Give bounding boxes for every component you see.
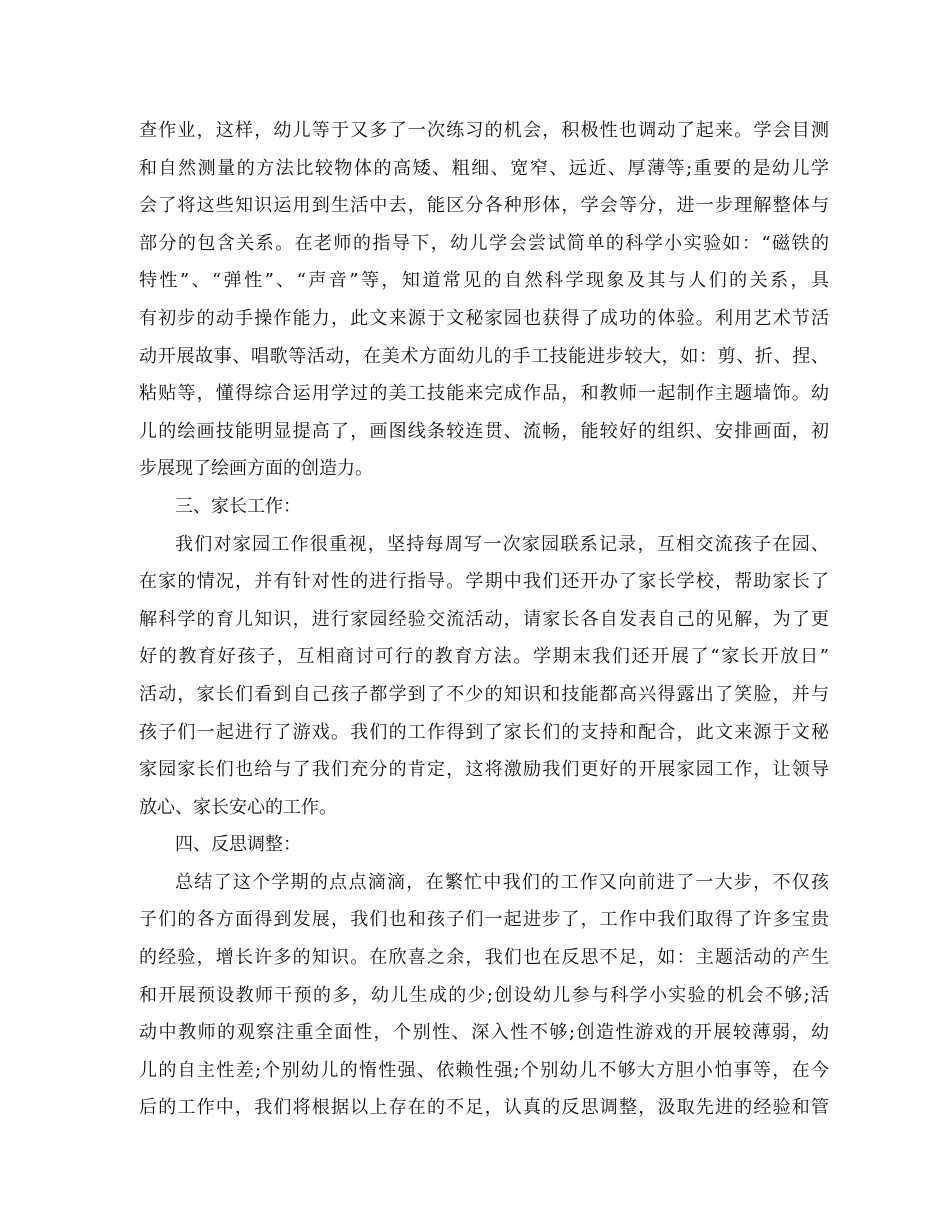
text-line: 后的工作中，我们将根据以上存在的不足，认真的反思调整，汲取先进的经验和管: [139, 1097, 829, 1119]
section-heading: 三、家长工作：: [175, 495, 301, 517]
document-body: [139, 112, 829, 1127]
text-line: 的经验，增长许多的知识。在欣喜之余，我们也在反思不足，如：主题活动的产生: [139, 947, 829, 969]
text-line: 解科学的育儿知识，进行家园经验交流活动，请家长各自发表自己的见解，为了更: [139, 608, 829, 630]
text-line: 子们的各方面得到发展，我们也和孩子们一起进步了，工作中我们取得了许多宝贵: [139, 909, 829, 931]
text-line: 在家的情况，并有针对性的进行指导。学期中我们还开办了家长学校，帮助家长了: [139, 571, 829, 593]
text-line: 孩子们一起进行了游戏。我们的工作得到了家长们的支持和配合，此文来源于文秘: [139, 721, 829, 743]
text-line: 特性”、“弹性”、“声音”等，知道常见的自然科学现象及其与人们的关系，具: [139, 270, 829, 292]
text-line: 粘贴等，懂得综合运用学过的美工技能来完成作品，和教师一起制作主题墙饰。幼: [139, 383, 829, 405]
text-line: 总结了这个学期的点点滴滴，在繁忙中我们的工作又向前进了一大步，不仅孩: [175, 871, 829, 893]
text-line: 儿的自主性差;个别幼儿的惰性强、依赖性强;个别幼儿不够大方胆小怕事等，在今: [139, 1059, 829, 1081]
section-heading: 四、反思调整：: [175, 834, 301, 856]
text-line: 活动，家长们看到自己孩子都学到了不少的知识和技能都高兴得露出了笑脸，并与: [139, 683, 829, 705]
text-line: 家园家长们也给与了我们充分的肯定，这将激励我们更好的开展家园工作，让领导: [139, 759, 829, 781]
text-line: 和开展预设教师干预的多，幼儿生成的少;创设幼儿参与科学小实验的机会不够;活: [139, 984, 829, 1006]
text-line: 步展现了绘画方面的创造力。: [139, 458, 373, 480]
text-line: 儿的绘画技能明显提高了，画图线条较连贯、流畅，能较好的组织、安排画面，初: [139, 420, 829, 442]
text-line: 我们对家园工作很重视，坚持每周写一次家园联系记录，互相交流孩子在园、: [175, 533, 829, 555]
text-line: 动中教师的观察注重全面性，个别性、深入性不够;创造性游戏的开展较薄弱，幼: [139, 1022, 829, 1044]
text-line: 放心、家长安心的工作。: [139, 796, 337, 818]
text-line: 好的教育好孩子，互相商讨可行的教育方法。学期末我们还开展了“家长开放日”: [139, 646, 829, 668]
text-line: 有初步的动手操作能力，此文来源于文秘家园也获得了成功的体验。利用艺术节活: [139, 307, 829, 329]
text-line: 动开展故事、唱歌等活动，在美术方面幼儿的手工技能进步较大，如：剪、折、捏、: [139, 345, 829, 367]
text-line: 会了将这些知识运用到生活中去，能区分各种形体，学会等分，进一步理解整体与: [139, 195, 829, 217]
text-line: 部分的包含关系。在老师的指导下，幼儿学会尝试简单的科学小实验如：“磁铁的: [139, 232, 829, 254]
text-line: 和自然测量的方法比较物体的高矮、粗细、宽窄、远近、厚薄等;重要的是幼儿学: [139, 157, 829, 179]
text-line: 查作业，这样，幼儿等于又多了一次练习的机会，积极性也调动了起来。学会目测: [139, 120, 829, 141]
